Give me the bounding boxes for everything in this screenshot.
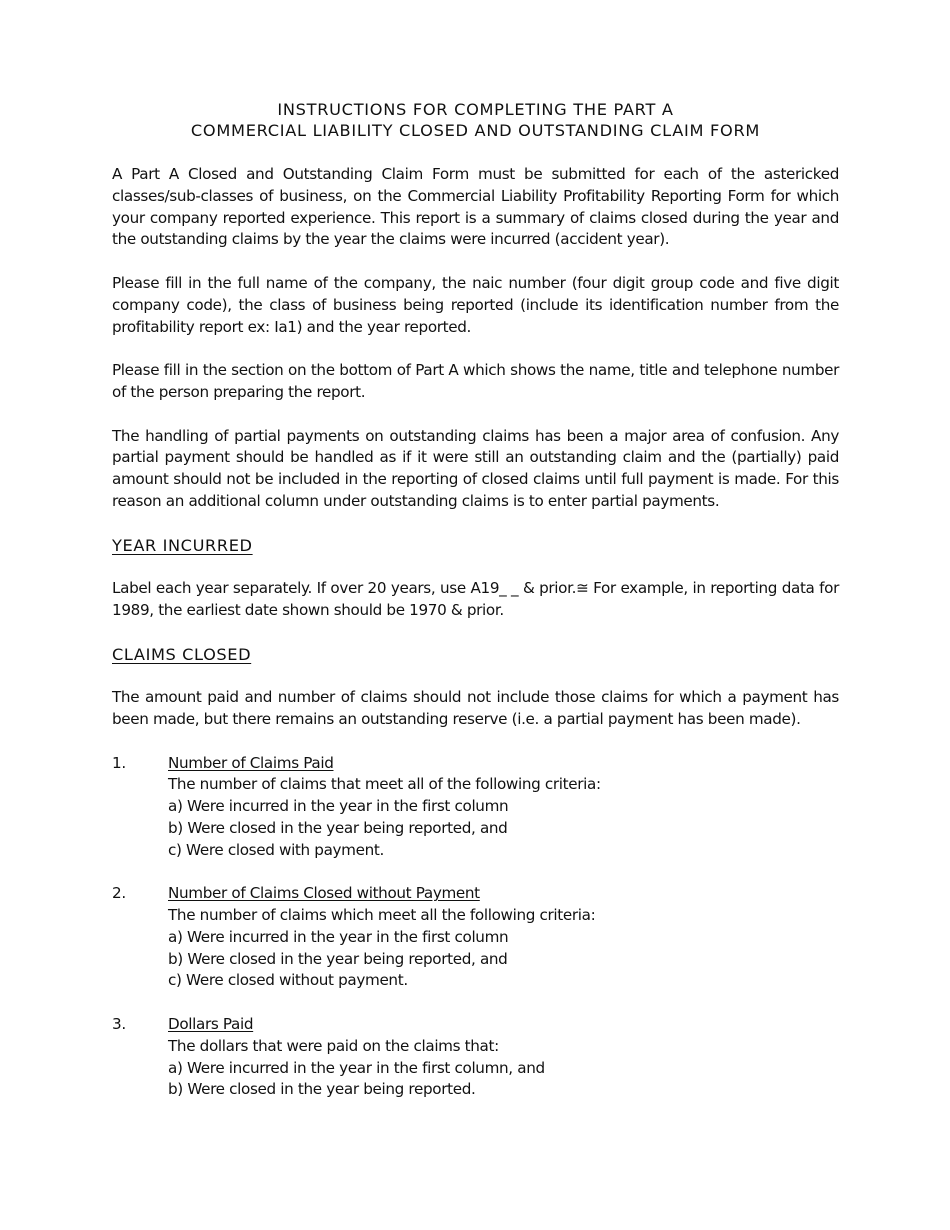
item-number: 3. [112,1015,126,1034]
item-number: 1. [112,753,126,772]
list-item [112,883,839,992]
item-line: The number of claims which meet all the following criteria: [168,906,596,925]
item-title: Dollars Paid [168,1015,254,1034]
item-line: The number of claims that meet all of the following criteria: [168,775,601,794]
fill-section-paragraph: Please fill in the section on the bottom of Part A which shows the name, title and telephone number of the person preparing the report. [112,361,839,401]
year-incurred-paragraph: Label each year separately. If over 20 years, use A19_ _ & prior.≅ For example, in reporting data for 1989, the earliest date shown should be 1970 & prior. [112,579,839,619]
item-line: b) Were closed in the year being reported. [168,1080,476,1099]
list-item [112,1014,839,1101]
intro-paragraph: A Part A Closed and Outstanding Claim Form must be submitted for each of the astericked classes/sub-classes of business, on the Commercial Liability Profitability Reporting Form for which your company reported experience. This report is a summary of claims closed during the year and the outstanding claims by the year the claims were incurred (accident year). [112,165,839,249]
item-number: 2. [112,884,126,903]
item-line: c) Were closed without payment. [168,971,408,990]
year-incurred-heading: YEAR INCURRED [112,535,253,555]
item-line: The dollars that were paid on the claims that: [168,1036,499,1055]
partial-payments-paragraph: The handling of partial payments on outstanding claims has been a major area of confusion. Any partial payment should be handled as if it were still an outstanding claim and the (partially) paid amount should not be included in the reporting of closed claims until full payment is made. For this reason an additional column under outstanding claims is to enter partial payments. [112,426,839,510]
item-title: Number of Claims Closed without Payment [168,884,480,903]
item-line: a) Were incurred in the year in the first column [168,927,509,946]
document-page [112,99,839,1123]
item-line: a) Were incurred in the year in the first column, and [168,1058,545,1077]
item-line: c) Were closed with payment. [168,840,384,859]
document-title [112,99,839,141]
item-title: Number of Claims Paid [168,753,334,772]
title-line-2: COMMERCIAL LIABILITY CLOSED AND OUTSTANDING CLAIM FORM [190,121,761,140]
item-line: b) Were closed in the year being reported, and [168,949,508,968]
title-line-1: INSTRUCTIONS FOR COMPLETING THE PART A [277,100,674,119]
list-item [112,753,839,862]
claims-closed-heading: CLAIMS CLOSED [112,644,252,664]
claims-closed-paragraph: The amount paid and number of claims should not include those claims for which a payment has been made, but there remains an outstanding reserve (i.e. a partial payment has been made). [112,688,839,728]
item-line: b) Were closed in the year being reported, and [168,818,508,837]
item-line: a) Were incurred in the year in the first column [168,797,509,816]
fill-name-paragraph: Please fill in the full name of the company, the naic number (four digit group code and five digit company code), the class of business being reported (include its identification number from the profitability report ex: Ia1) and the year reported. [112,273,839,336]
